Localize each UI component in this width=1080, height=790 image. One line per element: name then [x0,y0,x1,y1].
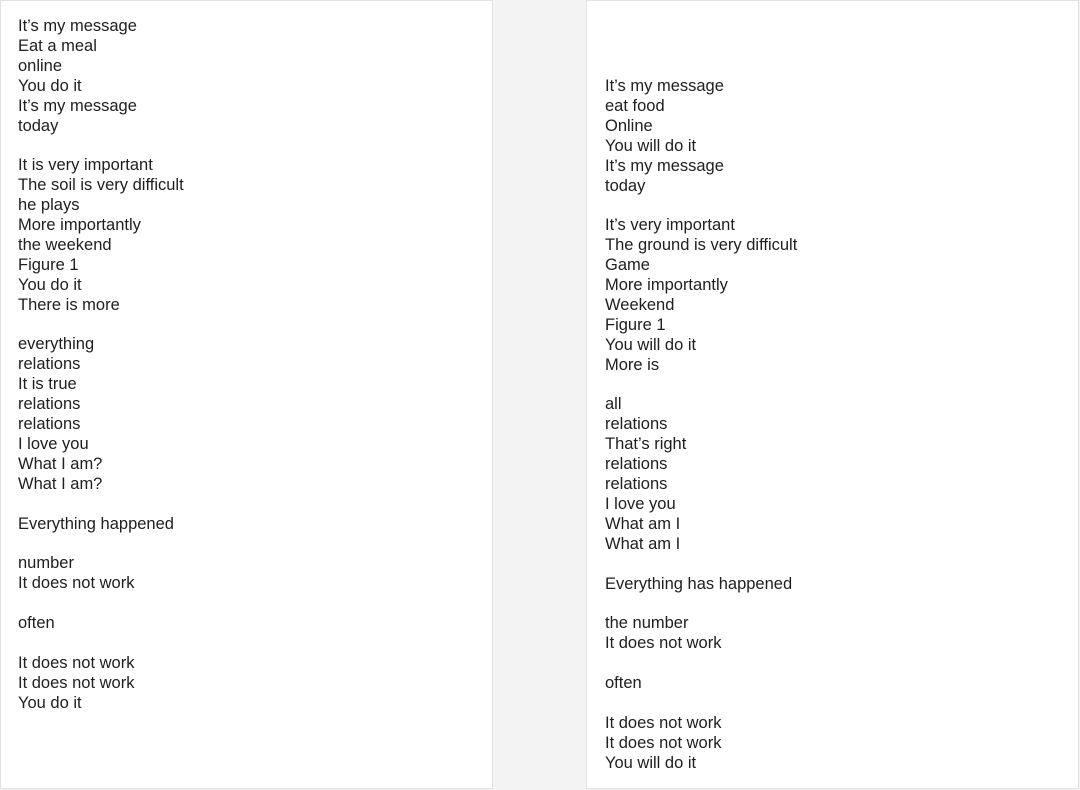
text-line: Figure 1 [605,315,666,334]
text-line [18,316,184,336]
text-line [18,634,184,654]
text-line: It does not work [18,653,135,672]
text-line: Figure 1 [18,255,79,274]
right-text-panel [586,0,1079,789]
text-line: What am I [605,514,681,533]
text-line [605,595,797,615]
text-line: relations [605,415,668,434]
text-line: often [605,674,642,693]
text-line [18,535,184,555]
text-line [605,694,797,714]
text-line: It does not work [18,673,135,692]
text-line: relations [18,415,81,434]
text-line [605,376,797,396]
text-line: Eat a meal [18,36,97,55]
text-line: More importantly [605,276,728,295]
text-line: More importantly [18,216,141,235]
text-line: Weekend [605,295,675,314]
text-line: relations [605,475,668,494]
text-line: You do it [18,693,82,712]
text-line: often [18,614,55,633]
text-line: the number [605,614,689,633]
text-line: relations [605,455,668,474]
text-line: Everything has happened [605,574,793,593]
text-line: all [605,395,622,414]
text-line: he plays [18,196,80,215]
text-line: You will do it [605,335,697,354]
text-line: What am I [605,534,681,553]
text-line: number [18,554,74,573]
text-line [18,136,184,156]
text-line: It’s my message [18,96,137,115]
text-line [605,196,797,216]
text-line: It’s very important [605,216,735,235]
text-line: Online [605,116,653,135]
text-line: The soil is very difficult [18,176,184,195]
text-line: It is very important [18,156,153,175]
text-line: I love you [605,495,676,513]
text-line: online [18,56,63,75]
text-line: There is more [18,295,120,314]
text-line: I love you [18,435,89,453]
text-line: It does not work [605,634,722,653]
text-line: You do it [18,76,82,95]
text-line: What I am? [18,454,103,473]
text-line [18,495,184,515]
text-line [605,555,797,575]
text-line: What I am? [18,474,103,493]
text-line: relations [18,395,81,414]
text-line: the weekend [18,235,112,254]
text-line: It does not work [605,733,722,752]
text-line: It does not work [18,574,135,593]
text-line: The ground is very difficult [605,236,798,255]
text-line: eat food [605,96,665,115]
text-line: It’s my message [18,17,137,35]
text-line: Game [605,256,650,275]
text-line: You do it [18,275,82,294]
text-line: It is true [18,375,77,394]
text-line: relations [18,355,81,374]
right-text-block [605,77,797,774]
text-line: It’s my message [605,77,724,95]
text-line: today [18,116,59,135]
text-line: It does not work [605,713,722,732]
text-line: You will do it [605,753,697,772]
text-line: More is [605,355,660,374]
text-line [18,594,184,614]
text-line: That’s right [605,435,687,454]
text-line: Everything happened [18,514,174,533]
text-line: today [605,176,646,195]
text-line [605,654,797,674]
text-line: It’s my message [605,156,724,175]
left-text-panel [0,0,493,789]
text-line: everything [18,335,95,354]
left-text-block [18,17,184,714]
text-line: You will do it [605,136,697,155]
